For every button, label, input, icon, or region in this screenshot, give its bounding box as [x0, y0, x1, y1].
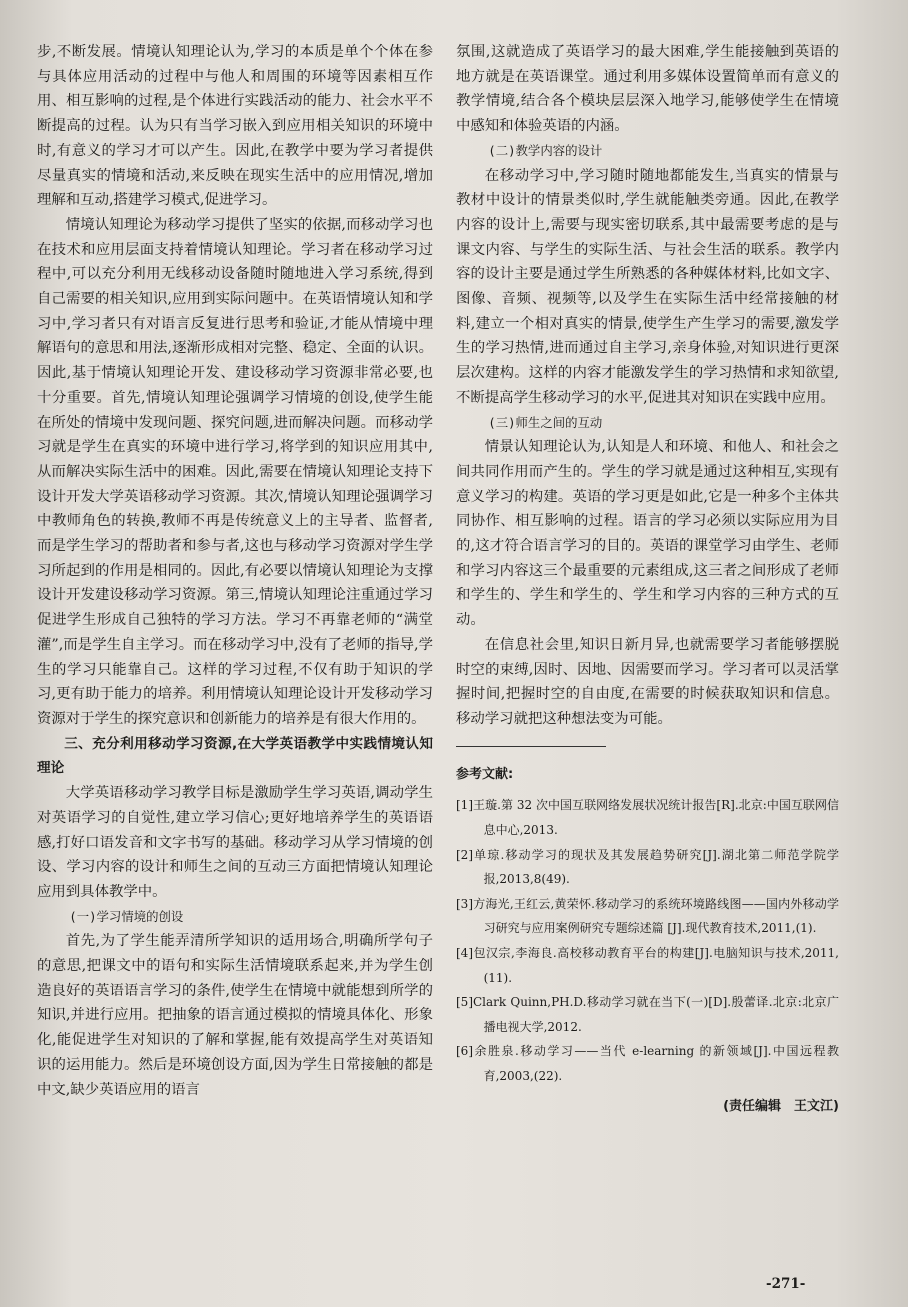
reference-item: [2]单琼.移动学习的现状及其发展趋势研究[J].湖北第二师范学院学报,2013,8(49). [456, 847, 839, 887]
reference-item: [1]王璇.第 32 次中国互联网络发展状况统计报告[R].北京:中国互联网信息中心,2013. [456, 798, 839, 837]
body-paragraph: 大学英语移动学习教学目标是激励学生学习英语,调动学生对英语学习的自觉性,建立学习信心;更好地培养学生的英语语感,打好口语发音和文字书写的基础。移动学习从学习情境的创设、学习内容的设计和师生之间的互动三方面把情境认知理论应用到具体教学中。 [37, 785, 433, 900]
subsection-heading: (三)师生之间的互动 [488, 414, 603, 430]
subsection-heading: (一)学习情境的创设 [69, 908, 184, 924]
reference-item: [4]包汉宗,李海良.高校移动教育平台的构建[J].电脑知识与技术,2011,(11). [456, 945, 839, 985]
reference-item: [5]Clark Quinn,PH.D.移动学习就在当下(一)[D].殷蕾译.北京:北京广播电视大学,2012. [456, 995, 839, 1034]
body-paragraph: 氛围,这就造成了英语学习的最大困难,学生能接触到英语的地方就是在英语课堂。通过利用多媒体设置简单而有意义的教学情境,结合各个模块层层深入地学习,能够使学生在情境中感知和体验英语的内涵。 [456, 44, 839, 135]
body-paragraph: 情景认知理论认为,认知是人和环境、和他人、和社会之间共同作用而产生的。学生的学习就是通过这种相互,实现有意义学习的构建。英语的学习更是如此,它是一种多个主体共同协作、相互影响的过程。语言的学习必须以实际应用为目的,这才符合语言学习的目的。英语的课堂学习由学生、老师和学习内容这三个最重要的元素组成,这三者之间形成了老师和学生的、学生和学生的、学生和学习内容的三种方式的互动。 [456, 439, 839, 629]
body-paragraph: 情境认知理论为移动学习提供了坚实的依据,而移动学习也在技术和应用层面支持着情境认知理论。学习者在移动学习过程中,可以充分利用无线移动设备随时随地进入学习系统,得到自己需要的相关知识,应用到实际问题中。在英语情境认知和学习中,学习者只有对语言反复进行思考和验证,才能从情境中理解语句的意思和用法,逐渐形成相对完整、稳定、全面的认识。因此,基于情境认知理论开发、建设移动学习资源非常必要,也十分重要。首先,情境认知理论强调学习情境的创设,使学生能在所处的情境中发现问题、探究问题,进而解决问题。而移动学习就是学生在真实的环境中进行学习,将学到的知识应用其中,从而解决实际生活中的困难。因此,需要在情境认知理论支持下设计开发大学英语移动学习资源。其次,情境认知理论强调学习中教师角色的转换,教师不再是传统意义上的主导者、监督者,而是学生学习的帮助者和参与者,这也与移动学习资源对学生学习所起到的作用是相同的。因此,有必要以情境认知理论为支撑设计开发建设移动学习资源。第三,情境认知理论注重通过学习促进学生形成自己独特的学习方法。学习不再靠老师的“满堂灌”,而是学生自主学习。而在移动学习中,没有了老师的指导,学生的学习只能靠自己。这样的学习过程,不仅有助于知识的学习,更有助于能力的培养。利用情境认知理论设计开发移动学习资源对于学生的探究意识和创新能力的培养是有很大作用的。 [37, 216, 433, 727]
left-column [37, 40, 433, 1102]
body-paragraph: 在信息社会里,知识日新月异,也就需要学习者能够摆脱时空的束缚,因时、因地、因需要而学习。学习者可以灵活掌握时间,把握时空的自由度,在需要的时候获取知识和信息。移动学习就把这种想法变为可能。 [456, 636, 839, 727]
page-number: -271- [766, 1276, 806, 1292]
body-paragraph: 步,不断发展。情境认知理论认为,学习的本质是单个个体在参与具体应用活动的过程中与他人和周围的环境等因素相互作用、相互影响的过程,是个体进行实践活动的能力、社会水平不断提高的过程。认为只有当学习嵌入到应用相关知识的环境中时,有意义的学习才可以产生。因此,在教学中要为学习者提供尽量真实的情境和活动,来反映在现实生活中的应用情况,增加理解和互动,搭建学习模式,促进学习。 [37, 44, 433, 209]
body-paragraph: 在移动学习中,学习随时随地都能发生,当真实的情景与教材中设计的情景类似时,学生就能触类旁通。因此,在教学内容的设计上,需要与现实密切联系,其中最需要考虑的是与课文内容、与学生的实际生活、与社会生活的联系。教学内容的设计主要是通过学生所熟悉的各种媒体材料,比如文字、图像、音频、视频等,以及学生在实际生活中经常接触的材料,建立一个相对真实的情景,使学生产生学习的需要,激发学生的学习热情,进而通过自主学习,亲身体验,对知识进行更深层次建构。这样的内容才能激发学生的学习热情和求知欲望,不断提高学生移动学习的水平,促进其对知识在实践中应用。 [456, 167, 839, 406]
references-divider [456, 746, 606, 747]
reference-item: [3]方海光,王红云,黄荣怀.移动学习的系统环境路线图——国内外移动学习研究与应用案例研究专题综述篇 [J].现代教育技术,2011,(1). [456, 896, 839, 936]
right-column [456, 40, 839, 1119]
body-paragraph: 首先,为了学生能弄清所学知识的适用场合,明确所学句子的意思,把课文中的语句和实际生活情境联系起来,并为学生创造良好的英语语言学习的条件,使学生在情境中就能想到所学的知识,并进行应用。把抽象的语言通过模拟的情境具体化、形象化,能促进学生对知识的了解和掌握,能有效提高学生对英语知识的运用能力。然后是环境创设方面,因为学生日常接触的都是中文,缺少英语应用的语言 [37, 933, 433, 1098]
reference-item: [6]余胜泉.移动学习——当代 e-learning 的新领域[J].中国远程教育,2003,(22). [456, 1044, 839, 1083]
responsible-editor: (责任编辑 王文江) [723, 1098, 839, 1114]
references-heading: 参考文献: [456, 766, 514, 782]
section-heading: 三、充分利用移动学习资源,在大学英语教学中实践情境认知理论 [37, 735, 433, 777]
subsection-heading: (二)教学内容的设计 [488, 142, 603, 158]
